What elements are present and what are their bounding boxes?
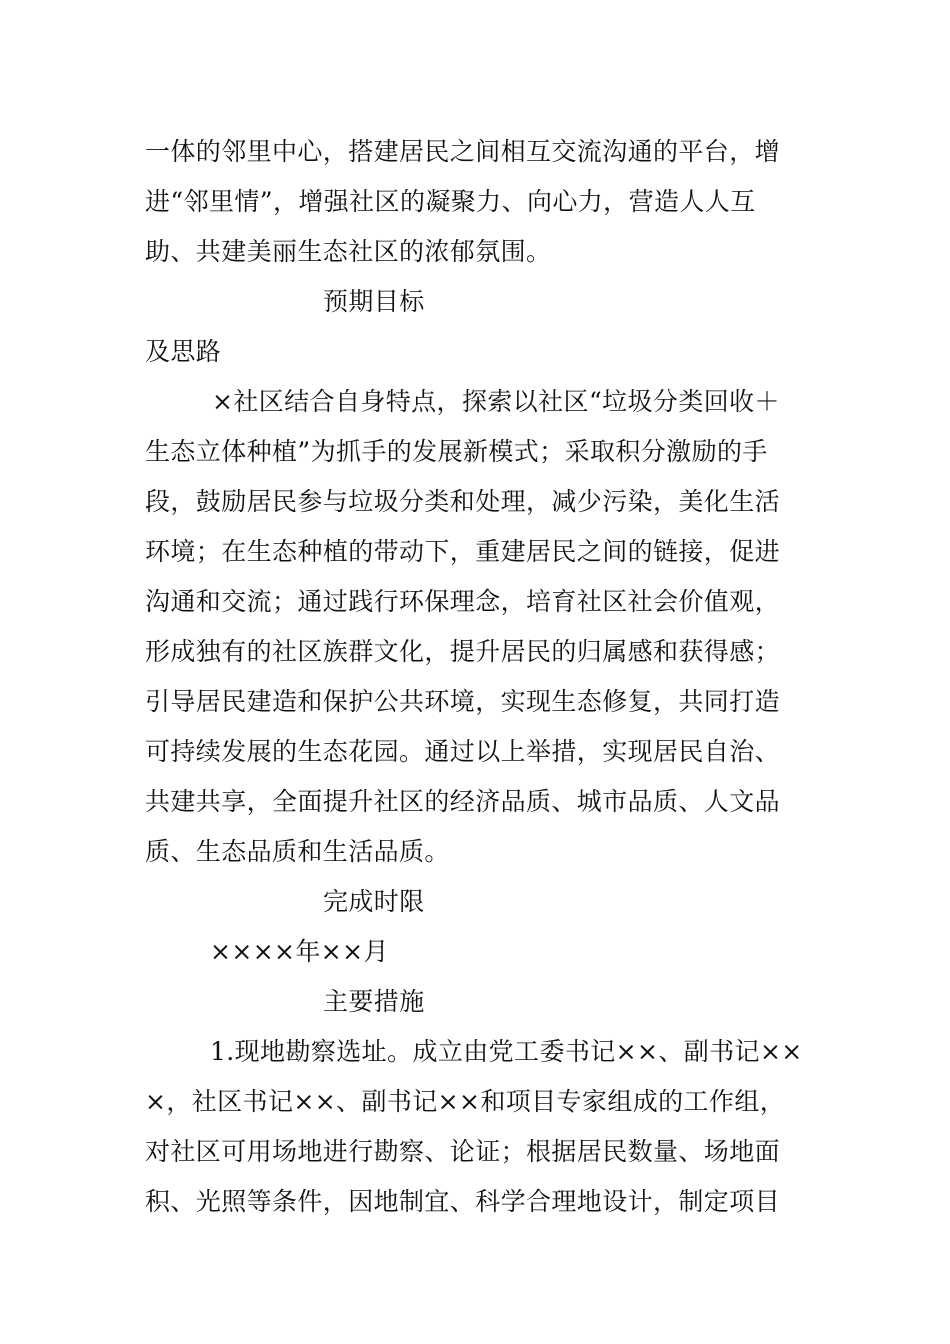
- measures-paragraph-line: 1.现地勘察选址。成立由党工委书记××、副书记××: [210, 1037, 803, 1066]
- measures-paragraph-line: 积、光照等条件，因地制宜、科学合理地设计，制定项目: [145, 1187, 781, 1216]
- goals-paragraph-line: 沟通和交流；通过践行环保理念，培育社区社会价值观，: [145, 587, 781, 616]
- goals-paragraph-line: 共建共享，全面提升社区的经济品质、城市品质、人文品: [145, 787, 781, 816]
- measures-paragraph-line: 对社区可用场地进行勘察、论证；根据居民数量、场地面: [145, 1137, 781, 1166]
- goals-paragraph-line: 段，鼓励居民参与垃圾分类和处理，减少污染，美化生活: [145, 487, 781, 516]
- intro-line-1: 一体的邻里中心，搭建居民之间相互交流沟通的平台，增: [145, 137, 781, 166]
- intro-line-2: 进“邻里情”，增强社区的凝聚力、向心力，营造人人互: [145, 187, 756, 216]
- measures-paragraph-line: ×，社区书记××、副书记××和项目专家组成的工作组，: [145, 1087, 786, 1116]
- goals-paragraph-line: 质、生态品质和生活品质。: [145, 837, 450, 866]
- goals-paragraph-line: 可持续发展的生态花园。通过以上举措，实现居民自治、: [145, 737, 781, 766]
- goals-paragraph-line: 引导居民建造和保护公共环境，实现生态修复，共同打造: [145, 687, 781, 716]
- goals-paragraph-line: 生态立体种植”为抓手的发展新模式；采取积分激励的手: [145, 437, 768, 466]
- intro-line-3: 助、共建美丽生态社区的浓郁氛围。: [145, 237, 552, 266]
- goals-paragraph-line: 环境；在生态种植的带动下，重建居民之间的链接，促进: [145, 537, 781, 566]
- goals-paragraph-line: ×社区结合自身特点，探索以社区“垃圾分类回收＋: [212, 387, 780, 416]
- goals-heading-continued: 及思路: [145, 337, 222, 366]
- deadline-value: ××××年××月: [210, 937, 389, 966]
- measures-heading: 主要措施: [323, 987, 425, 1016]
- deadline-heading: 完成时限: [323, 887, 425, 916]
- goals-paragraph-line: 形成独有的社区族群文化，提升居民的归属感和获得感；: [145, 637, 781, 666]
- goals-heading: 预期目标: [323, 287, 425, 316]
